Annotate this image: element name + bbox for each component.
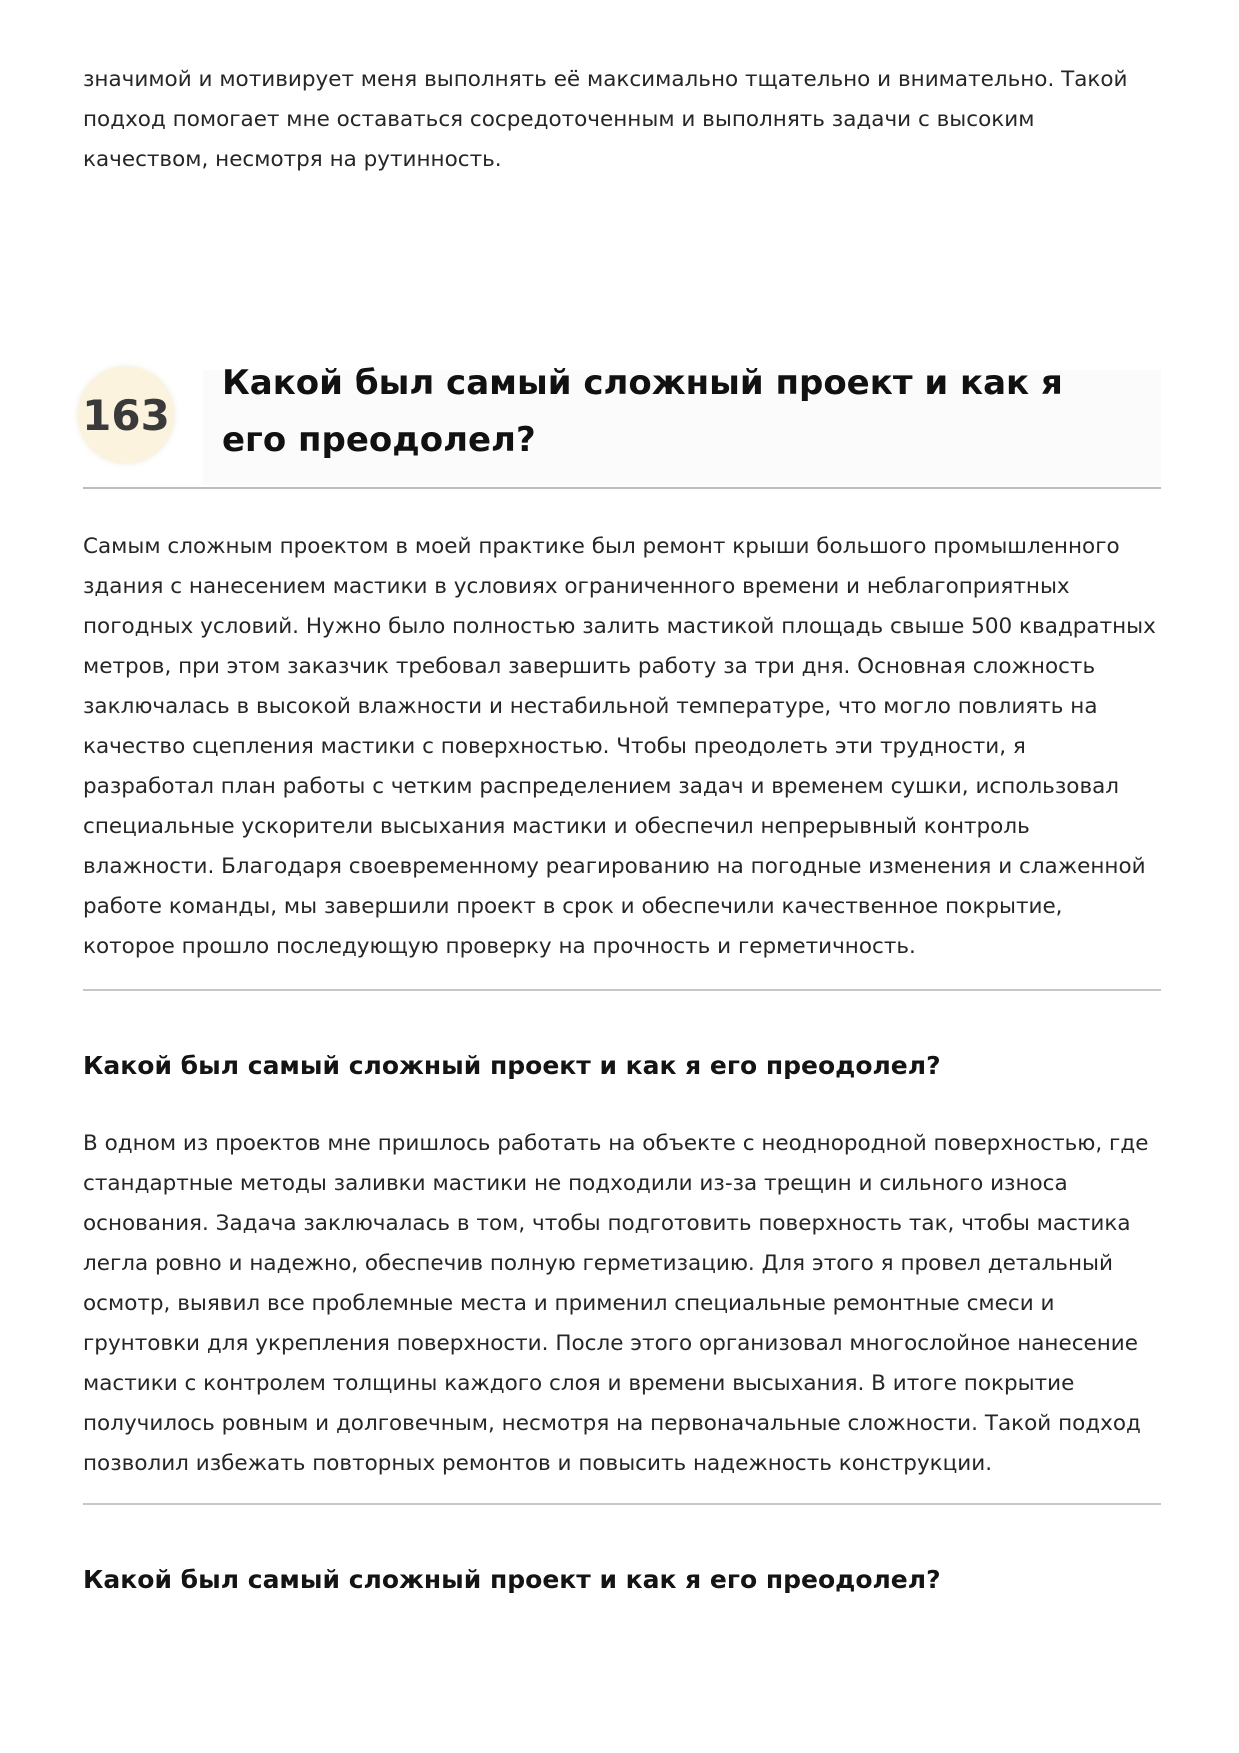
section-divider (83, 1503, 1161, 1505)
question-header (83, 355, 1161, 489)
answer-variant-title: Какой был самый сложный проект и как я его преодолел? (83, 1051, 941, 1080)
answer-paragraph: В одном из проектов мне пришлось работать на объекте с неоднородной поверхностью, где стандартные методы заливки мастики не подходили из-за трещин и сильного износа основания. Задача заключалась в том, чтобы подготовить поверхность так, чтобы мастика легла ровно и надежно, обеспечив полную герметизацию. Для этого я провел детальный осмотр, выявил все проблемные места и применил специальные ремонтные смеси и грунтовки для укрепления поверхности. После этого организовал многослойное нанесение мастики с контролем толщины каждого слоя и времени высыхания. В итоге покрытие получилось ровным и долговечным, несмотря на первоначальные сложности. Такой подход позволил избежать повторных ремонтов и повысить надежность конструкции. (83, 1131, 1149, 1476)
intro-paragraph: значимой и мотивирует меня выполнять её максимально тщательно и внимательно. Такой подход помогает мне оставаться сосредоточенным и выполнять задачи с высоким качеством, несмотря на рутинность. (83, 67, 1128, 172)
answer-variant-title: Какой был самый сложный проект и как я его преодолел? (83, 1565, 941, 1594)
answer-paragraph: Самым сложным проектом в моей практике был ремонт крыши большого промышленного здания с нанесением мастики в условиях ограниченного времени и неблагоприятных погодных условий. Нужно было полностью залить мастикой площадь свыше 500 квадратных метров, при этом заказчик требовал завершить работу за три дня. Основная сложность заключалась в высокой влажности и нестабильной температуре, что могло повлиять на качество сцепления мастики с поверхностью. Чтобы преодолеть эти трудности, я разработал план работы с четким распределением задач и временем сушки, использовал специальные ускорители высыхания мастики и обеспечил непрерывный контроль влажности. Благодаря своевременному реагированию на погодные изменения и слаженной работе команды, мы завершили проект в срок и обеспечили качественное покрытие, которое прошло последующую проверку на прочность и герметичность. (83, 534, 1156, 959)
question-title: Какой был самый сложный проект и как я его преодолел? (222, 363, 1063, 460)
question-number-badge: 163 (78, 367, 174, 463)
section-divider (83, 989, 1161, 991)
